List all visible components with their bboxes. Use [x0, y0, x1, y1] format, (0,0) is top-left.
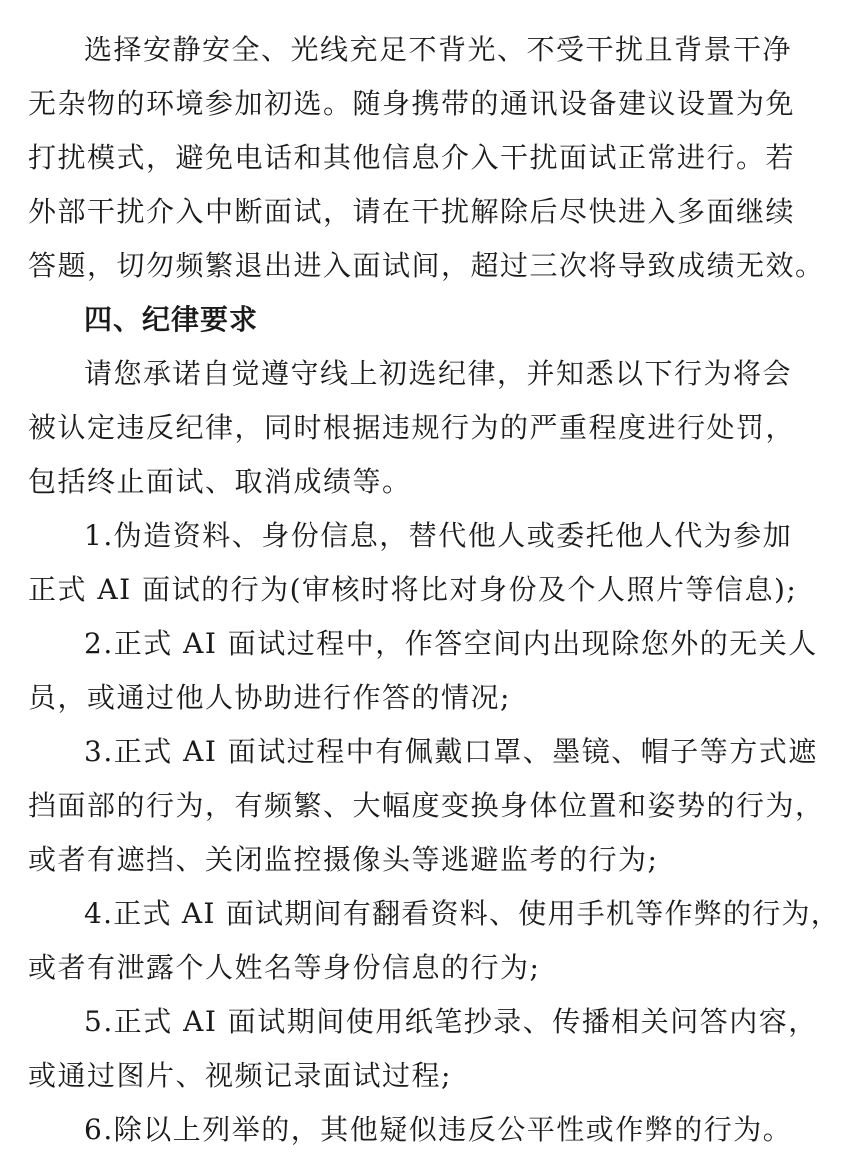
paragraph-1-line-4: 外部干扰介入中断面试，请在干扰解除后尽快进入多面继续	[28, 195, 796, 228]
paragraph-2-line-3: 包括终止面试、取消成绩等。	[28, 465, 412, 498]
list-item-4-line-2: 或者有泄露个人姓名等身份信息的行为;	[28, 951, 541, 984]
paragraph-2-line-1: 请您承诺自觉遵守线上初选纪律，并知悉以下行为将会	[84, 357, 793, 390]
list-item-3-line-2: 挡面部的行为，有频繁、大幅度变换身体位置和姿势的行为，	[28, 789, 825, 822]
paragraph-2-line-2: 被认定违反纪律，同时根据违规行为的严重程度进行处罚，	[28, 411, 796, 444]
list-item-6-line-1: 6.除以上列举的，其他疑似违反公平性或作弊的行为。	[84, 1113, 793, 1146]
list-item-3-line-1: 3.正式 AI 面试过程中有佩戴口罩、墨镜、帽子等方式遮	[84, 735, 818, 768]
paragraph-1-line-1: 选择安静安全、光线充足不背光、不受干扰且背景干净	[84, 33, 793, 66]
paragraph-1-line-2: 无杂物的环境参加初选。随身携带的通讯设备建议设置为免	[28, 87, 796, 120]
paragraph-1-line-5: 答题，切勿频繁退出进入面试间，超过三次将导致成绩无效。	[28, 249, 825, 282]
list-item-3-line-3: 或者有遮挡、关闭监控摄像头等逃避监考的行为;	[28, 843, 659, 876]
list-item-5-line-1: 5.正式 AI 面试期间使用纸笔抄录、传播相关问答内容，	[84, 1005, 818, 1038]
list-item-2-line-1: 2.正式 AI 面试过程中，作答空间内出现除您外的无关人	[84, 627, 818, 660]
list-item-1-line-1: 1.伪造资料、身份信息，替代他人或委托他人代为参加	[84, 519, 793, 552]
paragraph-1-line-3: 打扰模式，避免电话和其他信息介入干扰面试正常进行。若	[28, 141, 796, 174]
list-item-4-line-1: 4.正式 AI 面试期间有翻看资料、使用手机等作弊的行为，	[84, 897, 841, 930]
list-item-2-line-2: 员，或通过他人协助进行作答的情况;	[28, 681, 511, 714]
list-item-5-line-2: 或通过图片、视频记录面试过程;	[28, 1059, 452, 1092]
section-heading: 四、纪律要求	[84, 303, 259, 336]
list-item-1-line-2: 正式 AI 面试的行为(审核时将比对身份及个人照片等信息);	[28, 573, 798, 606]
